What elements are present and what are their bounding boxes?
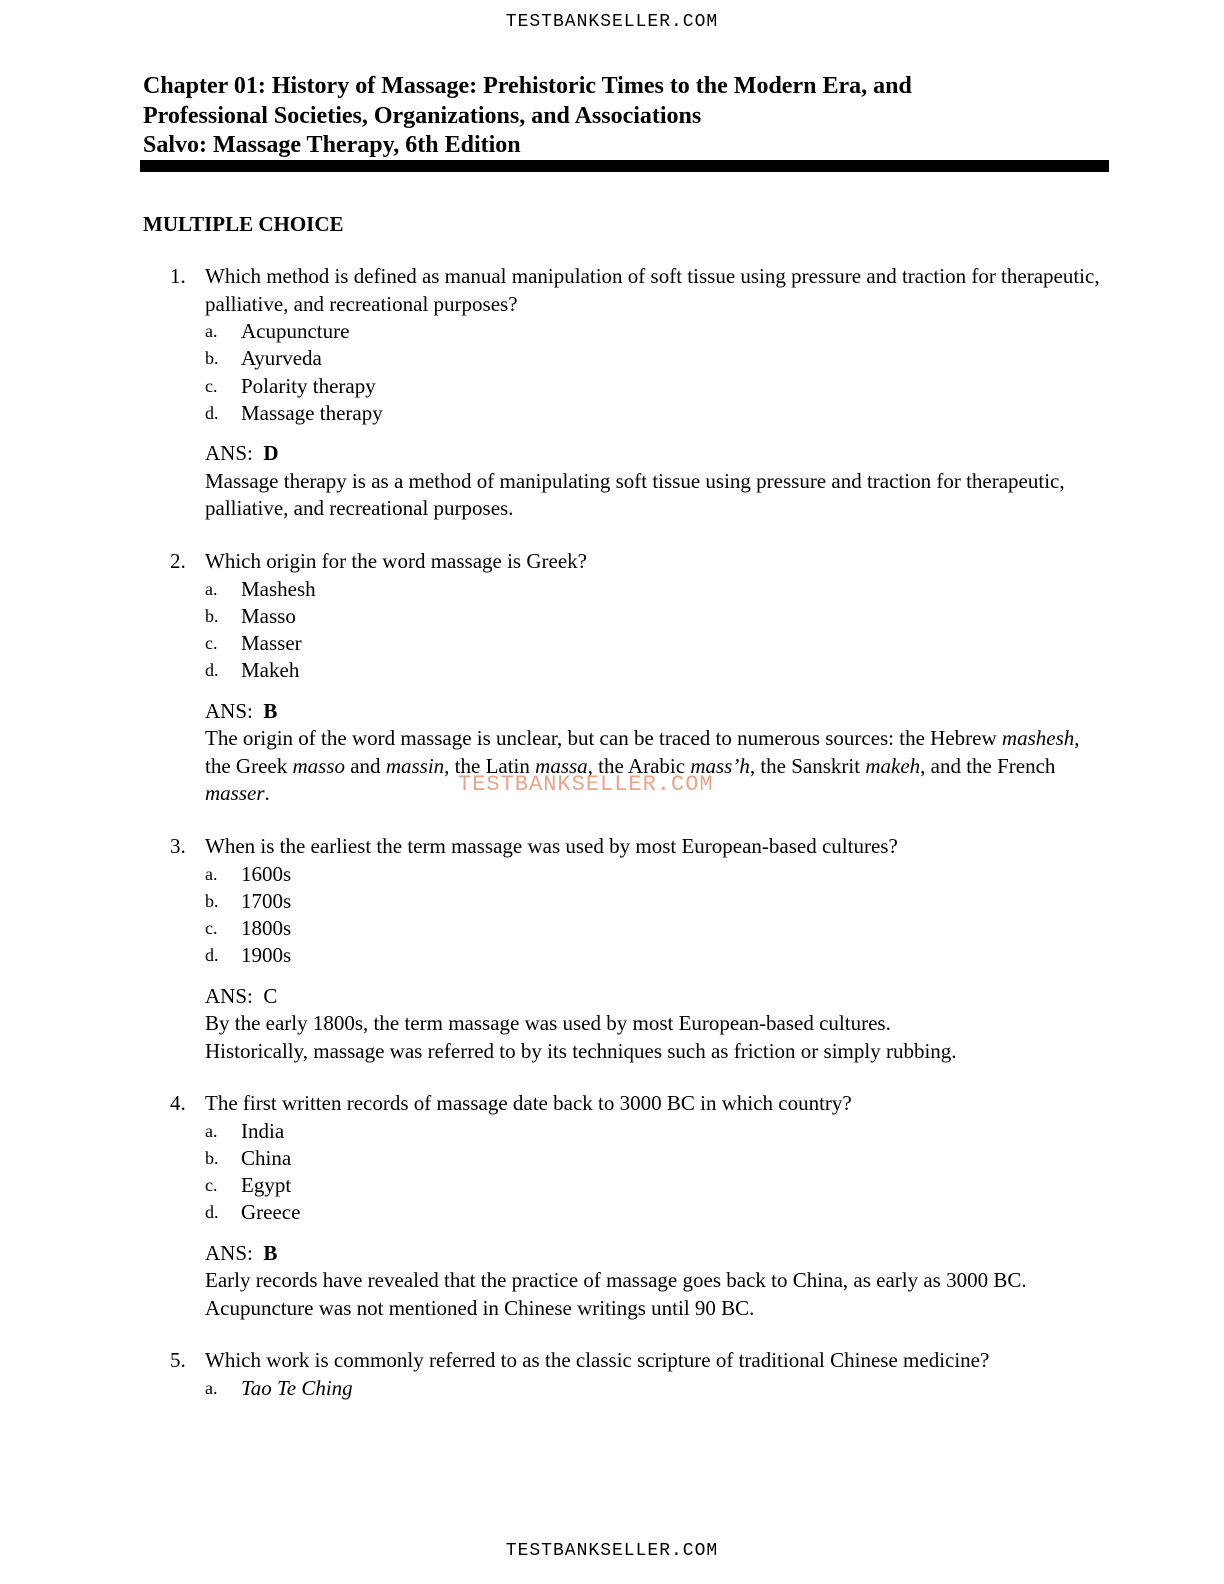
title-rule [140, 160, 1109, 172]
option-d: d. Makeh [205, 658, 300, 683]
question-text: When is the earliest the term massage was used by most European-based cultures? [205, 834, 898, 858]
option-a: a. India [205, 1118, 285, 1143]
rationale: The origin of the word massage is unclear, but can be traced to numerous sources: the Hebrew mashesh, the Greek masso and massin, the Latin massa, the Arabic mass’h, the Sanskrit makeh, and the French masser. [205, 726, 1080, 806]
answer-key: B [263, 1240, 278, 1265]
option-b: b. China [205, 1145, 292, 1170]
option-b: b. 1700s [205, 888, 292, 913]
page-header: TESTBANKSELLER.COM [505, 12, 719, 32]
option-d: d. Massage therapy [205, 400, 383, 425]
option-a: a. Mashesh [205, 576, 316, 601]
option-c: c. 1800s [205, 916, 292, 941]
question-number: 3. [170, 834, 186, 858]
answer-line: ANS: D [205, 441, 279, 466]
question-2 [170, 548, 1110, 808]
answer-key: B [263, 698, 278, 723]
question-number: 4. [170, 1091, 186, 1115]
option-list [205, 861, 1110, 970]
watermark: TESTBANKSELLER.COM [458, 772, 714, 797]
title-line-3: Salvo: Massage Therapy, 6th Edition [143, 132, 521, 158]
question-number: 5. [170, 1348, 186, 1372]
answer-key: D [263, 441, 279, 466]
rationale: By the early 1800s, the term massage was used by most European-based cultures. Historically, massage was referred to by its techniques such as friction or simply rubbing. [205, 1011, 957, 1063]
section-heading: MULTIPLE CHOICE [143, 212, 344, 236]
question-text: Which origin for the word massage is Greek? [205, 549, 587, 573]
answer-line: ANS: B [205, 698, 278, 723]
question-1 [170, 263, 1110, 523]
option-c: c. Masser [205, 631, 302, 656]
question-4 [170, 1090, 1110, 1322]
option-c: c. Polarity therapy [205, 373, 376, 398]
chapter-title [143, 72, 1123, 161]
question-text: The first written records of massage date back to 3000 BC in which country? [205, 1091, 852, 1115]
rationale: Massage therapy is as a method of manipulating soft tissue using pressure and traction for therapeutic, palliative, and recreational purposes. [205, 468, 1065, 521]
question-3 [170, 833, 1110, 1065]
question-text: Which work is commonly referred to as the classic scripture of traditional Chinese medicine? [205, 1348, 990, 1372]
question-5 [170, 1347, 1110, 1402]
option-b: b. Masso [205, 603, 296, 628]
option-list [205, 576, 1110, 685]
rationale: Early records have revealed that the practice of massage goes back to China, as early as 3000 BC. Acupuncture was not mentioned in Chinese writings until 90 BC. [205, 1268, 1027, 1320]
option-list [205, 318, 1110, 427]
answer-key: C [263, 983, 278, 1008]
option-d: d. 1900s [205, 943, 292, 968]
option-d: d. Greece [205, 1200, 301, 1225]
page-footer: TESTBANKSELLER.COM [505, 1541, 719, 1561]
question-text: Which method is defined as manual manipulation of soft tissue using pressure and traction for therapeutic, palliative, and recreational purposes? [205, 264, 1100, 316]
option-a: a. Tao Te Ching [205, 1375, 353, 1400]
answer-line: ANS: C [205, 983, 278, 1008]
option-list [205, 1118, 1110, 1227]
option-c: c. Egypt [205, 1173, 292, 1198]
title-line-1: Chapter 01: History of Massage: Prehistoric Times to the Modern Era, and [143, 73, 912, 99]
question-number: 1. [170, 264, 186, 288]
title-line-2: Professional Societies, Organizations, and Associations [143, 102, 702, 129]
option-a: a. Acupuncture [205, 319, 350, 343]
answer-line: ANS: B [205, 1240, 278, 1265]
question-number: 2. [170, 549, 186, 573]
option-list [205, 1375, 1110, 1402]
option-b: b. Ayurveda [205, 346, 322, 371]
option-a: a. 1600s [205, 861, 292, 886]
